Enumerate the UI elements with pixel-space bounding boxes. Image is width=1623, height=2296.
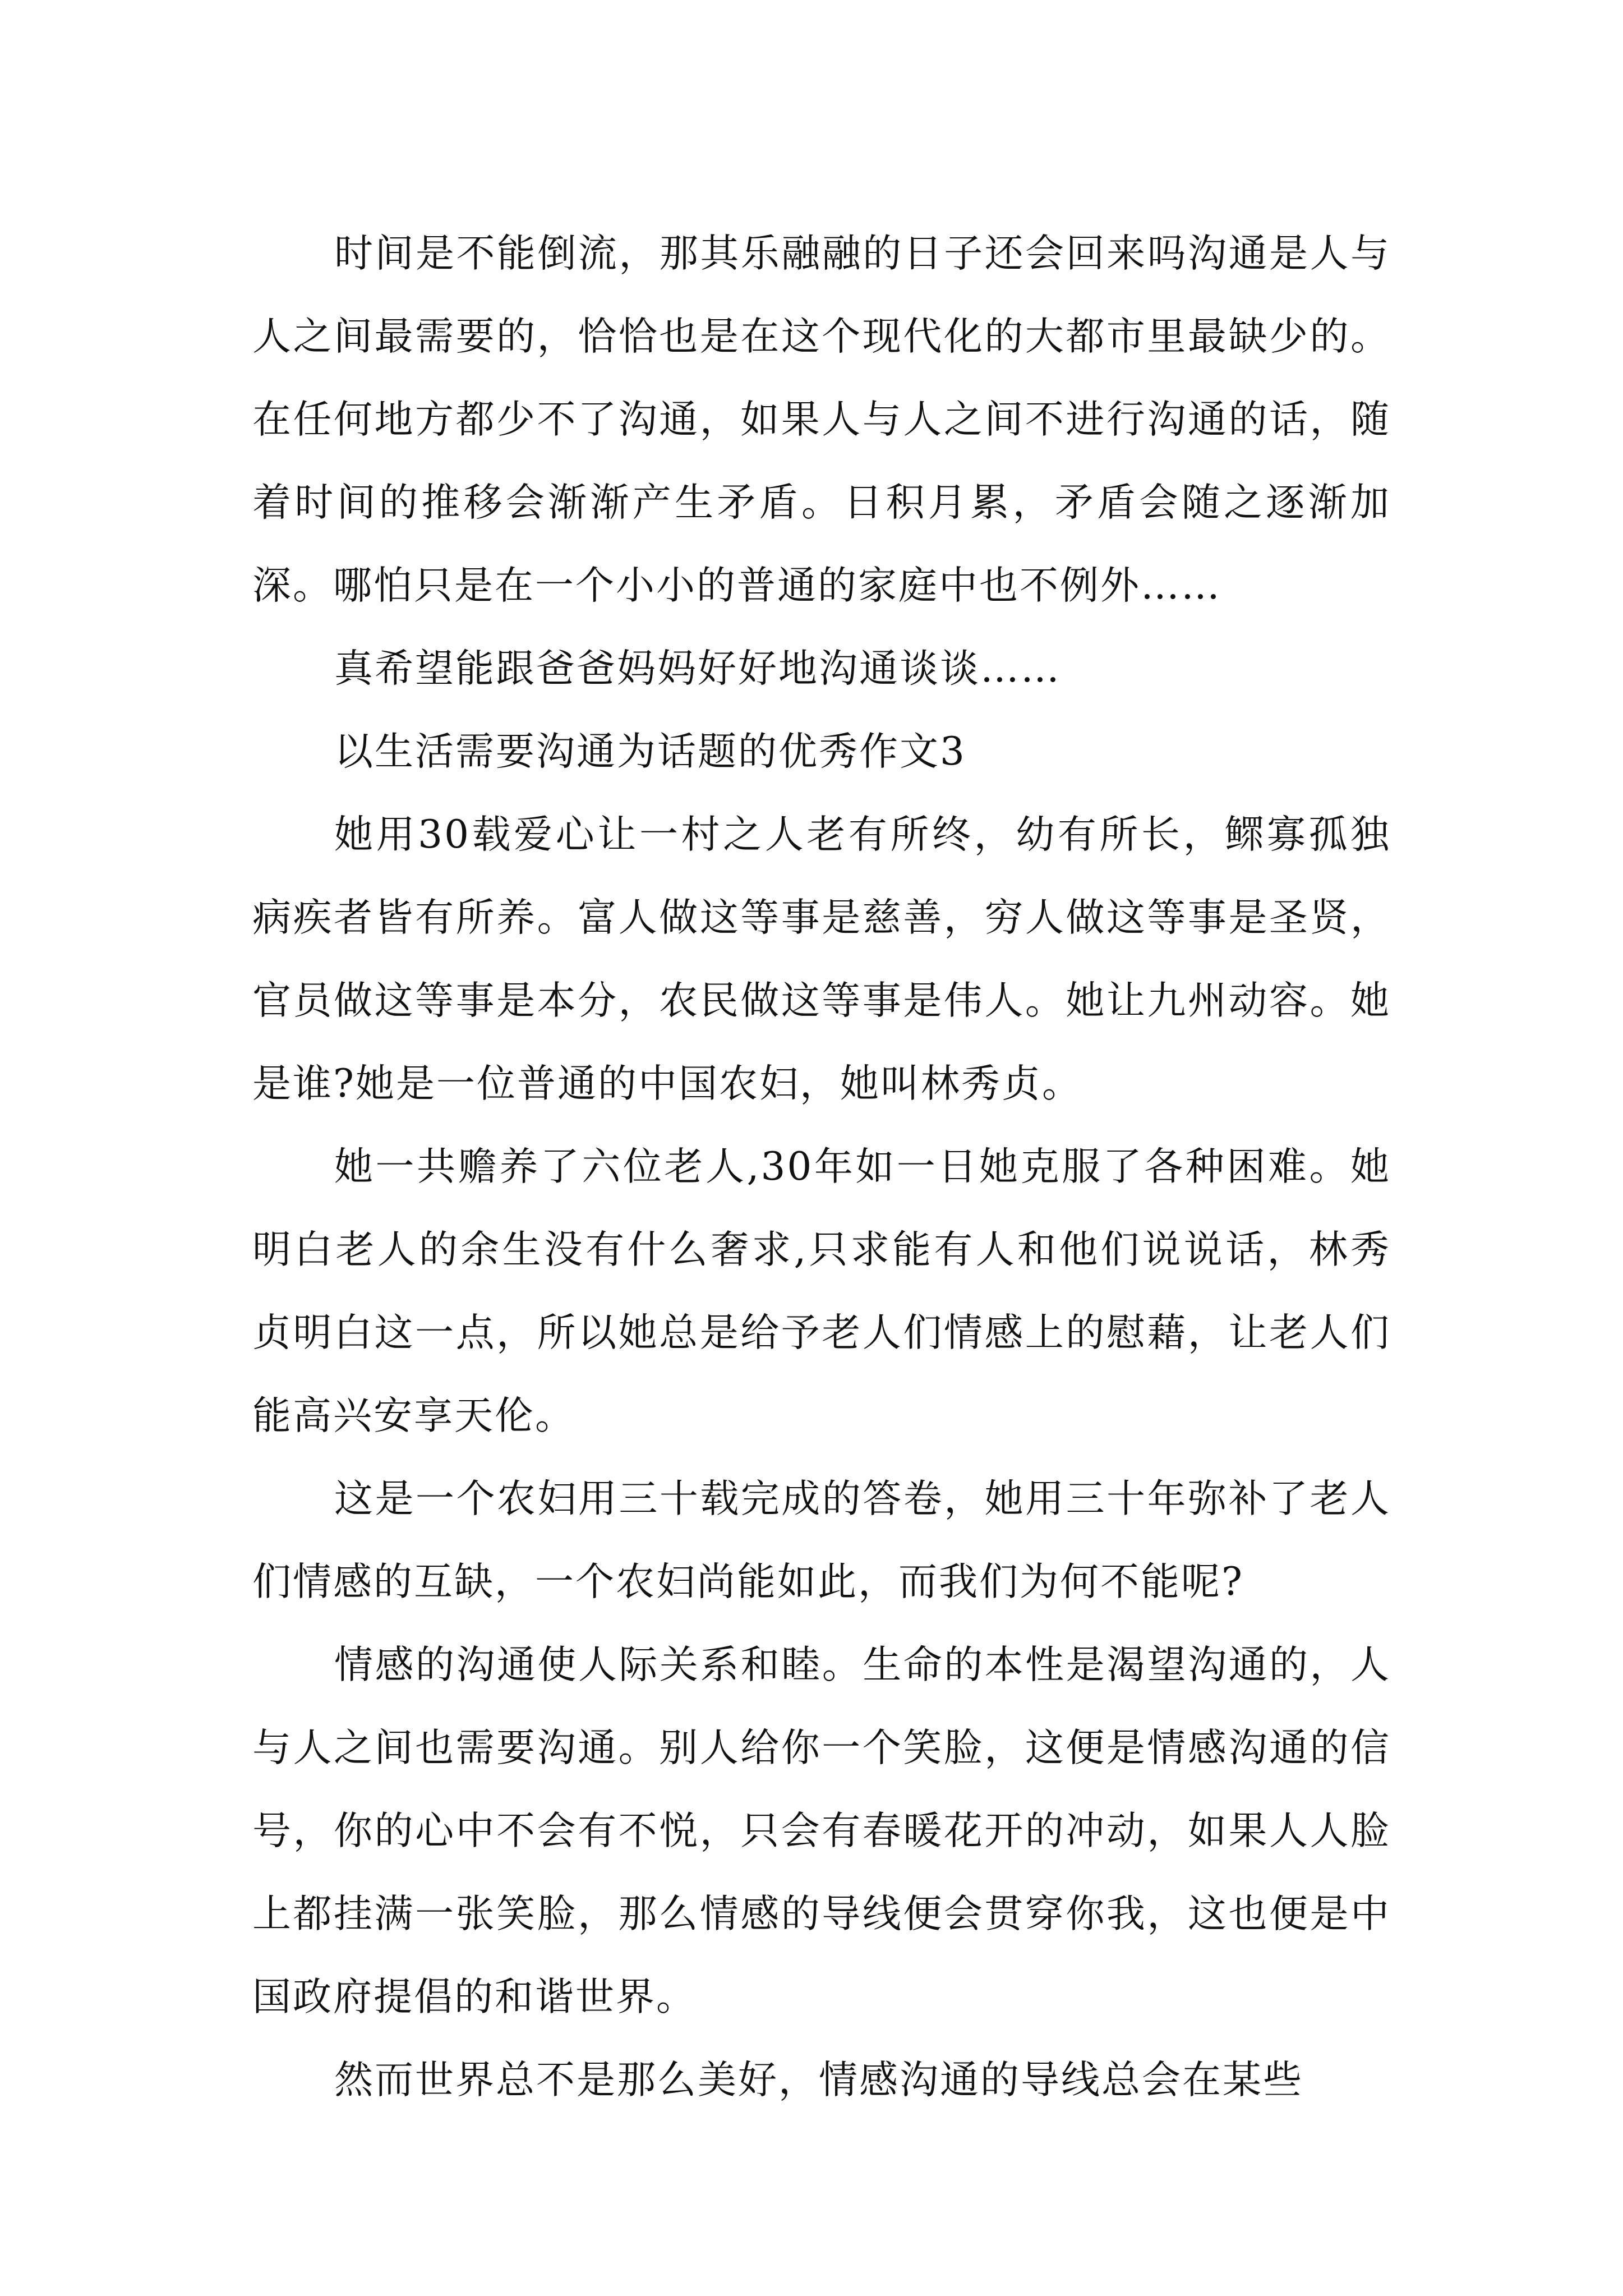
document-body <box>252 212 1391 2122</box>
paragraph-1: 时间是不能倒流，那其乐融融的日子还会回来吗沟通是人与人之间最需要的，恰恰也是在这个现代化的大都市里最缺少的。在任何地方都少不了沟通，如果人与人之间不进行沟通的话，随着时间的推移会渐渐产生矛盾。日积月累，矛盾会随之逐渐加深。哪怕只是在一个小小的普通的家庭中也不例外…… <box>252 231 1391 608</box>
essay-heading: 以生活需要沟通为话题的优秀作文3 <box>334 729 966 774</box>
paragraph-6: 这是一个农妇用三十载完成的答卷，她用三十年弥补了老人们情感的互缺，一个农妇尚能如此，而我们为何不能呢? <box>252 1476 1391 1604</box>
paragraph-2: 真希望能跟爸爸妈妈好好地沟通谈谈…… <box>334 646 1061 691</box>
paragraph-8: 然而世界总不是那么美好，情感沟通的导线总会在某些 <box>334 2058 1303 2102</box>
paragraph-7: 情感的沟通使人际关系和睦。生命的本性是渴望沟通的，人与人之间也需要沟通。别人给你一个笑脸，这便是情感沟通的信号，你的心中不会有不悦，只会有春暖花开的冲动，如果人人脸上都挂满一张笑脸，那么情感的导线便会贯穿你我，这也便是中国政府提倡的和谐世界。 <box>252 1642 1391 2019</box>
paragraph-5: 她一共赡养了六位老人,30年如一日她克服了各种困难。她明白老人的余生没有什么奢求,只求能有人和他们说说话，林秀贞明白这一点，所以她总是给予老人们情感上的慰藉，让老人们能高兴安享天伦。 <box>252 1144 1391 1438</box>
paragraph-4: 她用30载爱心让一村之人老有所终，幼有所长，鳏寡孤独病疾者皆有所养。富人做这等事是慈善，穷人做这等事是圣贤，官员做这等事是本分，农民做这等事是伟人。她让九州动容。她是谁?她是一位普通的中国农妇，她叫林秀贞。 <box>252 812 1391 1106</box>
